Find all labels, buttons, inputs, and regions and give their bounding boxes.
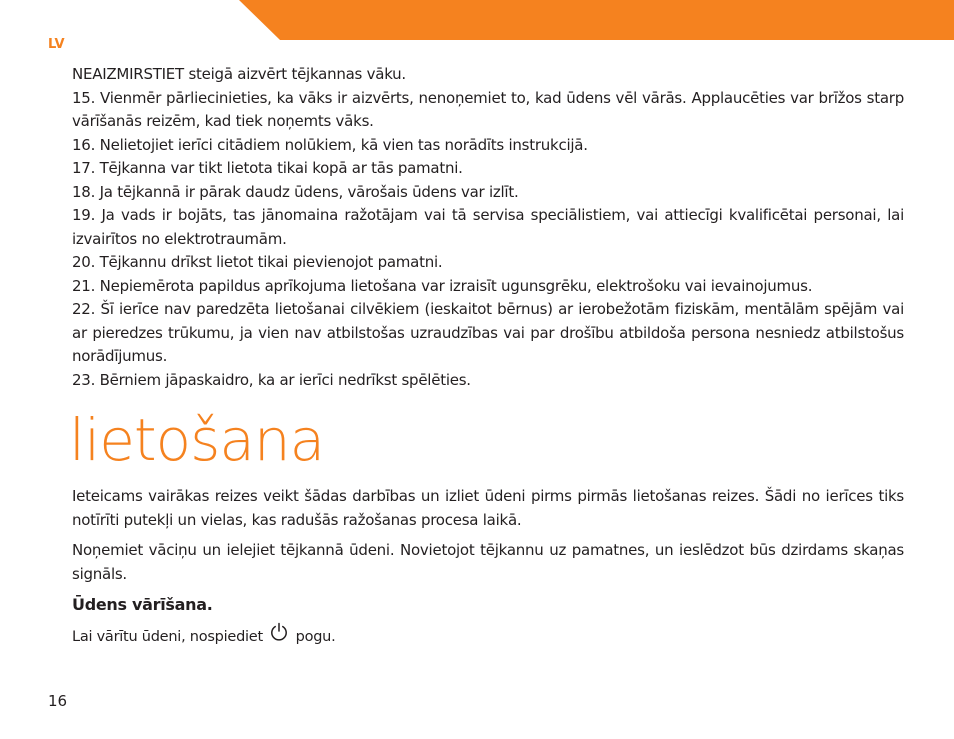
page-content bbox=[69, 63, 904, 652]
power-icon bbox=[269, 622, 289, 642]
safety-item-23: 23. Bērniem jāpaskaidro, ka ar ierīci nedrīkst spēlēties. bbox=[72, 370, 471, 389]
safety-item-15: 15. Vienmēr pārliecinieties, ka vāks ir aizvērts, nenoņemiet to, kad ūdens vēl vārās. Applaucēties var brīžos starp vārīšanās reizēm, kad tiek noņemts vāks. bbox=[72, 88, 904, 130]
safety-item-17: 17. Tējkanna var tikt lietota tikai kopā ar tās pamatni. bbox=[72, 159, 463, 177]
section-title: lietošana bbox=[69, 406, 325, 474]
header-accent-bar bbox=[239, 0, 954, 40]
boiling-instruction bbox=[72, 622, 904, 652]
instruction-text-before: Lai vārītu ūdeni, nospiediet bbox=[72, 629, 263, 645]
safety-item-21: 21. Nepiemērota papildus aprīkojuma lietošana var izraisīt ugunsgrēku, elektrošoku vai ievainojumus. bbox=[72, 276, 813, 295]
usage-paragraph-1: Ieteicams vairākas reizes veikt šādas darbības un izliet ūdeni pirms pirmās lietošanas reizes. Šādi no ierīces tiks notīrīti putekļi un vielas, kas radušās ražošanas procesa laikā. bbox=[72, 487, 904, 529]
safety-intro: NEAIZMIRSTIET steigā aizvērt tējkannas vāku. bbox=[72, 65, 406, 83]
safety-item-18: 18. Ja tējkannā ir pārak daudz ūdens, vārošais ūdens var izlīt. bbox=[72, 182, 519, 201]
instruction-text-after: pogu. bbox=[295, 629, 336, 645]
safety-item-22: 22. Šī ierīce nav paredzēta lietošanai cilvēkiem (ieskaitot bērnus) ar ierobežotām fiziskām, mentālām spējām vai ar pieredzes trūkumu, ja vien nav atbilstošas uzraudzības vai par drošību atbildoša persona nesniedz atbilstošus norādījumus. bbox=[72, 300, 904, 365]
safety-item-16: 16. Nelietojiet ierīci citādiem nolūkiem, kā vien tas norādīts instrukcijā. bbox=[72, 135, 588, 154]
usage-paragraph-2: Noņemiet vāciņu un ielejiet tējkannā ūdeni. Novietojot tējkannu uz pamatnes, un ieslēdzot būs dzirdams skaņas signāls. bbox=[72, 541, 904, 583]
safety-item-20: 20. Tējkannu drīkst lietot tikai pievienojot pamatni. bbox=[72, 253, 443, 271]
page-number: 16 bbox=[48, 692, 68, 710]
boiling-subheading: Ūdens vārīšana. bbox=[72, 595, 213, 614]
safety-item-19: 19. Ja vads ir bojāts, tas jānomaina ražotājam vai tā servisa speciālistiem, vai attiecīgi kvalificētai personai, lai izvairītos no elektrotraumām. bbox=[72, 206, 904, 248]
language-code: LV bbox=[48, 37, 65, 52]
